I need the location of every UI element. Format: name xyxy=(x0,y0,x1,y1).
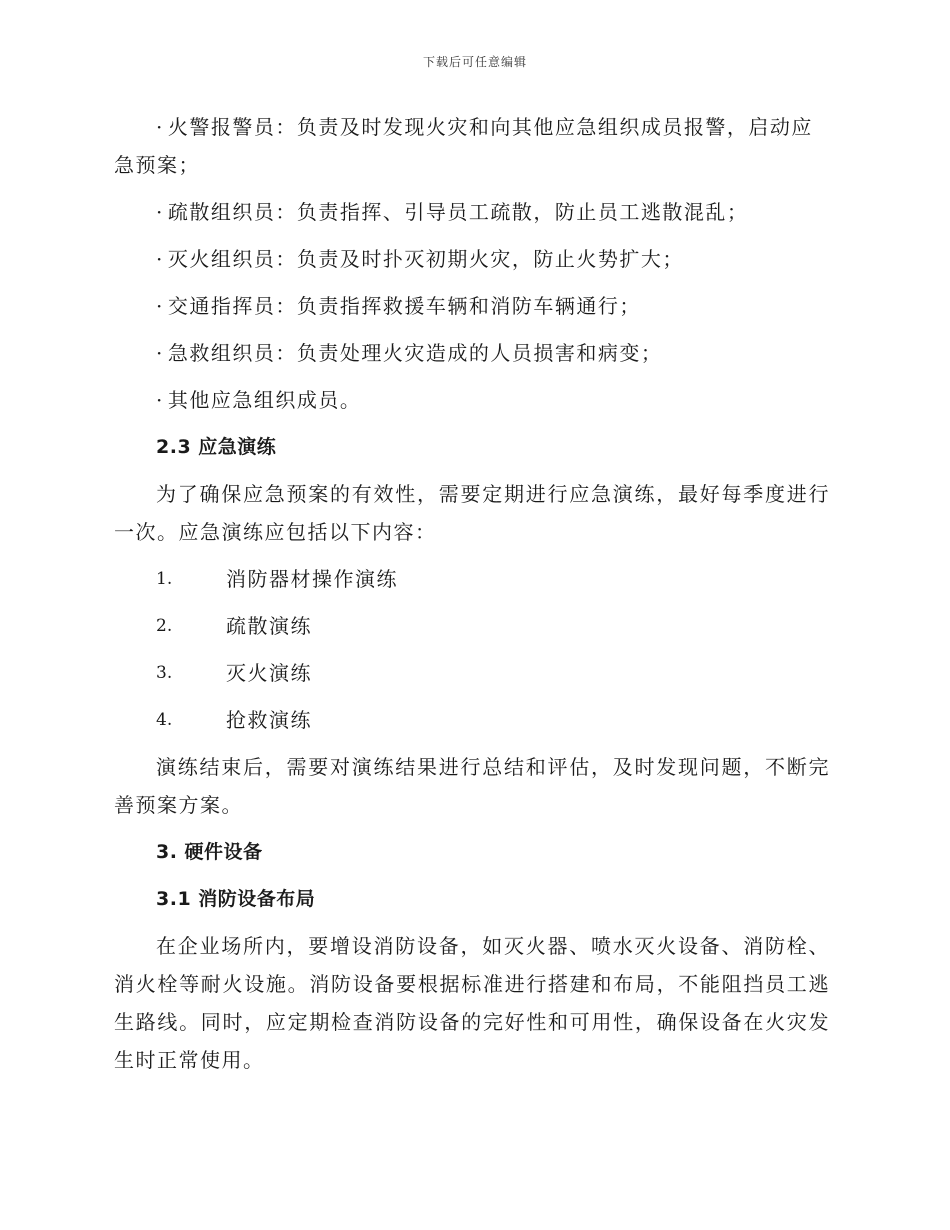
list-number: 2. xyxy=(156,616,173,636)
bullet-text: 灭火组织员：负责及时扑灭初期火灾，防止火势扩大； xyxy=(167,247,684,271)
bullet-dot: · xyxy=(156,388,164,412)
bullet-item-firefighting xyxy=(114,240,830,278)
bullet-item-fire-alarm xyxy=(114,108,830,184)
bullet-item-traffic xyxy=(114,287,830,325)
bullet-text: 火警报警员：负责及时发现火灾和向其他应急组织成员报警，启动应急预案； xyxy=(114,115,813,177)
bullet-text: 疏散组织员：负责指挥、引导员工疏散，防止员工逃散混乱； xyxy=(167,200,749,224)
list-text: 消防器材操作演练 xyxy=(226,567,398,591)
list-item xyxy=(114,607,830,645)
section-heading-3: 3. 硬件设备 xyxy=(156,841,263,863)
bullet-item-first-aid xyxy=(114,334,830,372)
list-item xyxy=(114,560,830,598)
bullet-item-others xyxy=(114,381,830,419)
list-text: 抢救演练 xyxy=(226,708,312,732)
bullet-text: 交通指挥员：负责指挥救援车辆和消防车辆通行； xyxy=(167,294,641,318)
bullet-text: 急救组织员：负责处理火灾造成的人员损害和病变； xyxy=(167,341,663,365)
list-text: 疏散演练 xyxy=(226,614,312,638)
section-2-3-intro: 为了确保应急预案的有效性，需要定期进行应急演练，最好每季度进行一次。应急演练应包括以下内容： xyxy=(114,482,830,544)
bullet-dot: · xyxy=(156,247,164,271)
bullet-dot: · xyxy=(156,341,164,365)
section-heading-2-3: 2.3 应急演练 xyxy=(156,436,277,458)
bullet-dot: · xyxy=(156,200,164,224)
bullet-item-evacuation xyxy=(114,193,830,231)
list-number: 3. xyxy=(156,663,173,683)
document-body xyxy=(114,108,830,1088)
page-header: 下载后可任意编辑 xyxy=(422,55,527,69)
list-item xyxy=(114,654,830,692)
section-2-3-outro: 演练结束后，需要对演练结果进行总结和评估，及时发现问题，不断完善预案方案。 xyxy=(114,755,830,817)
section-heading-3-1: 3.1 消防设备布局 xyxy=(156,888,316,910)
list-number: 4. xyxy=(156,710,173,730)
list-text: 灭火演练 xyxy=(226,661,312,685)
bullet-dot: · xyxy=(156,294,164,318)
list-item xyxy=(114,701,830,739)
bullet-text: 其他应急组织成员。 xyxy=(167,388,362,412)
list-number: 1. xyxy=(156,569,173,589)
bullet-dot: · xyxy=(156,115,164,139)
section-3-1-body: 在企业场所内，要增设消防设备，如灭火器、喷水灭火设备、消防栓、消火栓等耐火设施。消防设备要根据标准进行搭建和布局，不能阻挡员工逃生路线。同时，应定期检查消防设备的完好性和可用性，确保设备在火灾发生时正常使用。 xyxy=(114,934,830,1072)
